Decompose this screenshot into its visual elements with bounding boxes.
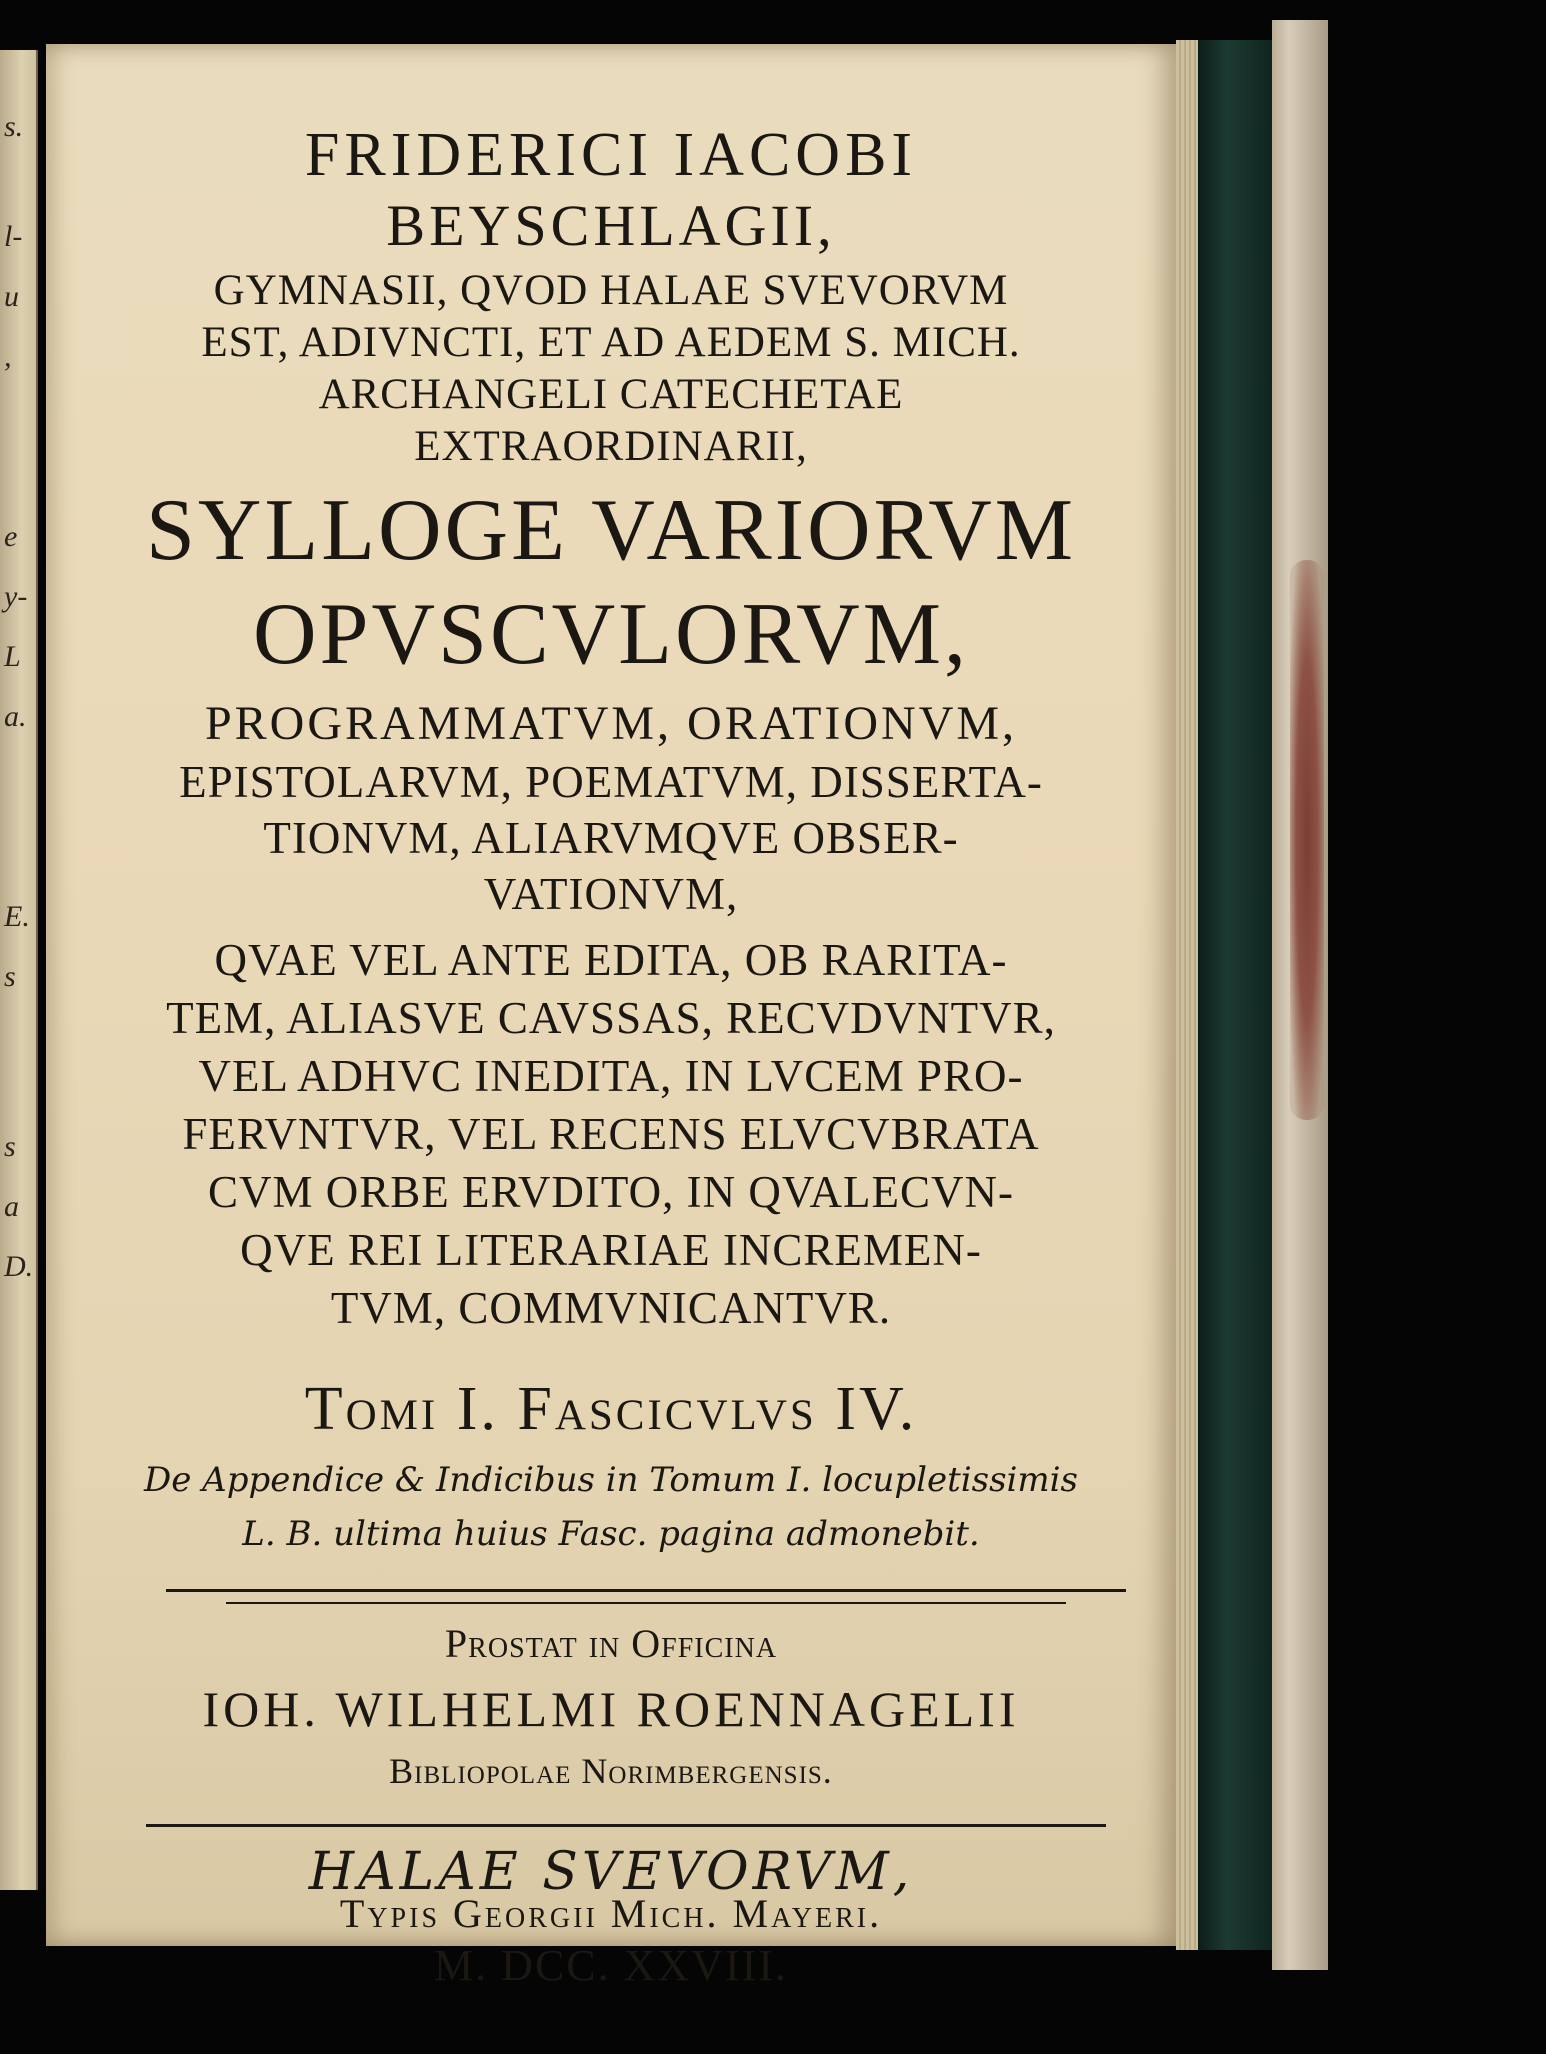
margin-fragment: s bbox=[4, 960, 16, 993]
imprint-place: HALAE SVEVORVM, bbox=[308, 1842, 914, 1902]
description: QVAE VEL ANTE EDITA, OB RARITA- bbox=[214, 935, 1008, 985]
divider-rule bbox=[166, 1589, 1126, 1592]
author-office: ARCHANGELI CATECHETAE bbox=[318, 371, 904, 418]
contents-list: EPISTOLARVM, POEMATVM, DISSERTA- bbox=[179, 757, 1043, 807]
author-name: FRIDERICI IACOBI bbox=[304, 121, 918, 189]
margin-fragment: , bbox=[4, 340, 12, 373]
author-office: EXTRAORDINARII, bbox=[414, 423, 808, 470]
main-title: OPVSCVLORVM, bbox=[253, 586, 969, 683]
page-block-edge bbox=[1176, 40, 1198, 1950]
description: TVM, COMMVNICANTVR. bbox=[330, 1283, 892, 1333]
description: FERVNTVR, VEL RECENS ELVCVBRATA bbox=[182, 1109, 1040, 1159]
description: VEL ADHVC INEDITA, IN LVCEM PRO- bbox=[198, 1051, 1024, 1101]
margin-fragment: L bbox=[4, 640, 21, 673]
cover-stain bbox=[1290, 560, 1324, 1120]
title-page bbox=[46, 44, 1176, 1946]
previous-page-edge bbox=[0, 50, 38, 1890]
description: CVM ORBE ERVDITO, IN QVALECVN- bbox=[208, 1167, 1014, 1217]
author-name-genitive: BEYSCHLAGII, bbox=[386, 193, 836, 258]
book-spine bbox=[1198, 40, 1272, 1950]
contents-list: TIONVM, ALIARVMQVE OBSER- bbox=[263, 813, 959, 863]
printer-name: Typis Georgii Mich. Mayeri. bbox=[339, 1891, 883, 1936]
margin-fragment: E. bbox=[4, 900, 30, 933]
margin-fragment: l- bbox=[4, 220, 23, 253]
description: QVE REI LITERARIAE INCREMEN- bbox=[240, 1225, 982, 1275]
prostat-line: Prostat in Officina bbox=[444, 1621, 778, 1666]
margin-fragment: D. bbox=[4, 1250, 34, 1283]
main-title: SYLLOGE VARIORVM bbox=[145, 482, 1077, 579]
margin-fragment: s. bbox=[4, 110, 24, 143]
divider-rule bbox=[146, 1824, 1106, 1827]
volume-designation: Tomi I. Fascicvlvs IV. bbox=[304, 1375, 918, 1443]
appendix-note: De Appendice & Indicibus in Tomum I. locupletissimis bbox=[143, 1460, 1078, 1500]
bookseller-name: IOH. WILHELMI ROENNAGELII bbox=[202, 1681, 1020, 1737]
imprint-year: M. DCC. XXVIII. bbox=[434, 1941, 788, 1990]
description: TEM, ALIASVE CAVSSAS, RECVDVNTVR, bbox=[166, 993, 1056, 1043]
bookseller-title: Bibliopolae Norimbergensis. bbox=[389, 1751, 833, 1791]
margin-fragment: a bbox=[4, 1190, 19, 1223]
margin-fragment: s bbox=[4, 1130, 16, 1163]
appendix-note: L. B. ultima huius Fasc. pagina admonebit. bbox=[242, 1514, 980, 1554]
margin-fragment: a. bbox=[4, 700, 27, 733]
margin-fragment: y- bbox=[4, 580, 28, 613]
contents-list: PROGRAMMATVM, ORATIONVM, bbox=[204, 697, 1018, 750]
contents-list: VATIONVM, bbox=[483, 869, 739, 919]
author-office: GYMNASII, QVOD HALAE SVEVORVM bbox=[213, 267, 1009, 314]
divider-rule bbox=[226, 1602, 1066, 1604]
author-office: EST, ADIVNCTI, ET AD AEDEM S. MICH. bbox=[201, 319, 1021, 366]
margin-fragment: u bbox=[4, 280, 19, 313]
margin-fragment: e bbox=[4, 520, 18, 553]
